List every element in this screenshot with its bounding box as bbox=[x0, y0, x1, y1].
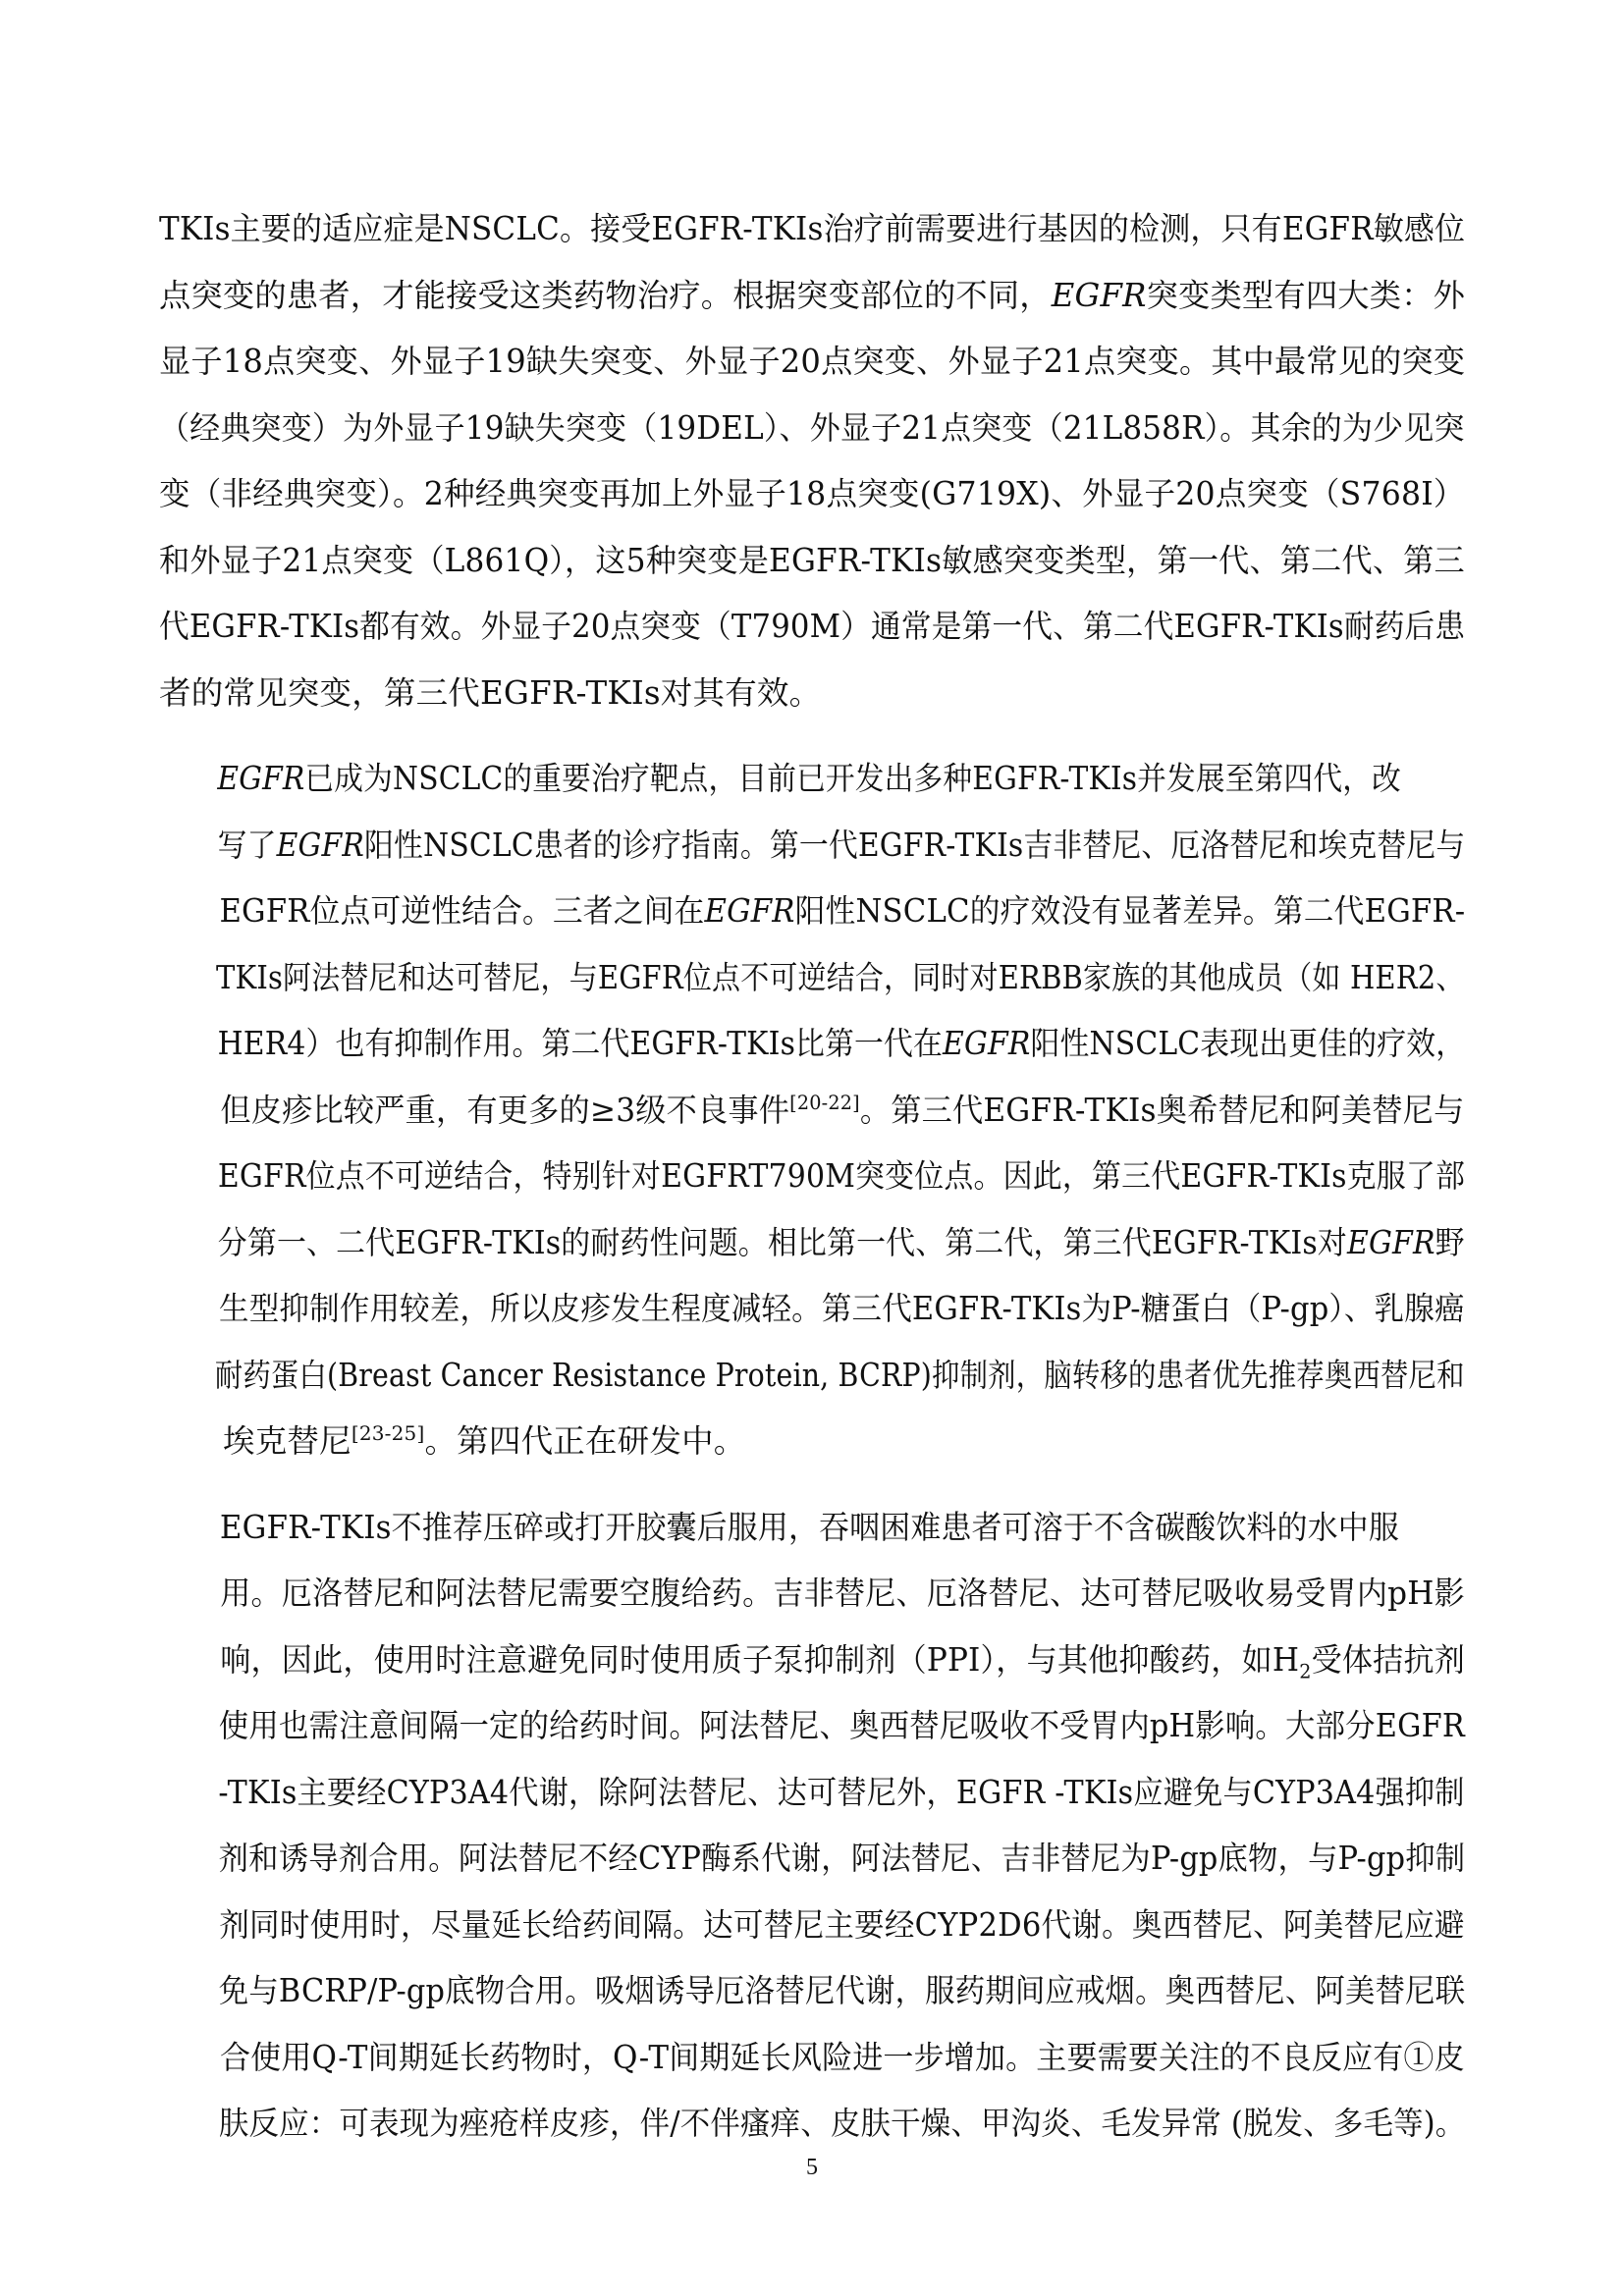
text-run: 和外显子21点突变（L861Q），这5种突变是EGFR-TKIs敏感突变类型，第一代、第二代、第三 bbox=[159, 541, 1465, 579]
text-run: HER4）也有抑制作用。第二代EGFR-TKIs比第一代在 bbox=[217, 1025, 944, 1062]
text-run: 免与BCRP/P-gp底物合用。吸烟诱导厄洛替尼代谢，服药期间应戒烟。奥西替尼、阿美替尼联 bbox=[218, 1972, 1466, 2009]
document-body bbox=[159, 196, 1465, 2158]
citation-superscript: [23-25] bbox=[351, 1421, 425, 1446]
text-run: TKIs阿法替尼和达可替尼，与EGFR位点不可逆结合，同时对ERBB家族的其他成员（如 HER2、 bbox=[215, 958, 1465, 996]
text-run: 阳性NSCLC的疗效没有显著差异。第二代EGFR- bbox=[794, 892, 1466, 930]
paragraph bbox=[159, 1495, 1465, 2158]
text-line bbox=[159, 1561, 1465, 1628]
text-run: 肤反应：可表现为痤疮样皮疹，伴/不伴瘙痒、皮肤干燥、甲沟炎、毛发异常 (脱发、多毛等)。 bbox=[218, 2105, 1466, 2142]
text-run: 响，因此，使用时注意避免同时使用质子泵抑制剂（PPI），与其他抑酸药，如H bbox=[220, 1640, 1300, 1679]
paragraph bbox=[159, 746, 1465, 1475]
text-line bbox=[159, 1011, 1466, 1078]
text-line bbox=[159, 1495, 1401, 1562]
italic-gene-name: EGFR bbox=[704, 892, 795, 930]
page-number: 5 bbox=[806, 2155, 818, 2180]
text-run: 分第一、二代EGFR-TKIs的耐药性问题。相比第一代、第二代，第三代EGFR-TKIs对 bbox=[217, 1223, 1347, 1261]
text-line bbox=[159, 746, 1401, 813]
italic-gene-name: EGFR bbox=[1051, 276, 1147, 314]
text-line bbox=[159, 396, 1465, 462]
text-run: -TKIs主要经CYP3A4代谢，除阿法替尼、达可替尼外，EGFR -TKIs应避免与CYP3A4强抑制 bbox=[218, 1773, 1465, 1811]
text-line bbox=[159, 329, 1466, 396]
text-run: 写了 bbox=[217, 826, 277, 864]
text-line bbox=[159, 813, 1466, 880]
text-line bbox=[159, 945, 1465, 1012]
text-line bbox=[159, 1893, 1465, 1959]
text-line bbox=[159, 879, 1466, 945]
text-run: 合使用Q-T间期延长药物时，Q-T间期延长风险进一步增加。主要需要关注的不良反应有①皮 bbox=[219, 2038, 1465, 2076]
text-line bbox=[159, 1826, 1466, 1893]
text-run: 使用也需注意间隔一定的给药时间。阿法替尼、奥西替尼吸收不受胃内pH影响。大部分EGFR bbox=[218, 1707, 1465, 1744]
text-line bbox=[159, 1276, 1465, 1343]
text-line bbox=[159, 1144, 1466, 1210]
text-run: 剂和诱导剂合用。阿法替尼不经CYP酶系代谢，阿法替尼、吉非替尼为P-gp底物，与P-gp抑制 bbox=[218, 1840, 1466, 1877]
text-line bbox=[159, 2025, 1465, 2092]
text-line bbox=[159, 1409, 1465, 1475]
text-run: 野 bbox=[1435, 1223, 1465, 1261]
text-line bbox=[159, 1343, 1465, 1410]
text-run: 用。厄洛替尼和阿法替尼需要空腹给药。吉非替尼、厄洛替尼、达可替尼吸收易受胃内pH影 bbox=[220, 1575, 1465, 1612]
text-run: 突变类型有四大类：外 bbox=[1146, 276, 1466, 314]
text-run: 但皮疹比较严重，有更多的≥3级不良事件 bbox=[220, 1091, 790, 1129]
text-run: 受体拮抗剂 bbox=[1311, 1640, 1466, 1679]
italic-gene-name: EGFR bbox=[217, 760, 305, 797]
text-line bbox=[159, 461, 1465, 528]
text-run: 已成为NSCLC的重要治疗靶点，目前已开发出多种EGFR-TKIs并发展至第四代，改 bbox=[304, 760, 1401, 797]
text-run: TKIs主要的适应症是NSCLC。接受EGFR-TKIs治疗前需要进行基因的检测，只有EGFR敏感位 bbox=[159, 210, 1466, 247]
text-run: 。第四代正在研发中。 bbox=[424, 1422, 746, 1460]
text-run: 变（非经典突变）。2种经典突变再加上外显子18点突变(G719X)、外显子20点突变（S768I） bbox=[159, 475, 1465, 512]
text-run: （经典突变）为外显子19缺失突变（19DEL）、外显子21点突变（21L858R）。其余的为少见突 bbox=[159, 408, 1465, 447]
text-line bbox=[159, 196, 1466, 263]
text-line bbox=[159, 2091, 1466, 2158]
text-line bbox=[159, 528, 1465, 595]
text-line bbox=[159, 1760, 1465, 1827]
text-run: 阳性NSCLC患者的诊疗指南。第一代EGFR-TKIs吉非替尼、厄洛替尼和埃克替尼与 bbox=[364, 826, 1466, 864]
text-line bbox=[159, 661, 1465, 727]
text-run: 点突变的患者，才能接受这类药物治疗。根据突变部位的不同， bbox=[159, 276, 1052, 314]
citation-superscript: [20-22] bbox=[789, 1090, 860, 1114]
text-run: 。第三代EGFR-TKIs奥希替尼和阿美替尼与 bbox=[859, 1091, 1465, 1129]
text-line bbox=[159, 1210, 1465, 1277]
text-run: 阳性NSCLC表现出更佳的疗效， bbox=[1030, 1025, 1466, 1062]
italic-gene-name: EGFR bbox=[276, 826, 365, 864]
text-line bbox=[159, 263, 1466, 330]
text-run: 显子18点突变、外显子19缺失突变、外显子20点突变、外显子21点突变。其中最常见的突变 bbox=[159, 343, 1466, 380]
paragraph bbox=[159, 196, 1465, 726]
subscript: 2 bbox=[1299, 1659, 1312, 1682]
text-run: 代EGFR-TKIs都有效。外显子20点突变（T790M）通常是第一代、第二代EGFR-TKIs耐药后患 bbox=[159, 608, 1466, 645]
text-run: EGFR位点可逆性结合。三者之间在 bbox=[219, 892, 705, 930]
text-line bbox=[159, 1958, 1466, 2025]
text-line bbox=[159, 1693, 1465, 1760]
text-run: 生型抑制作用较差，所以皮疹发生程度减轻。第三代EGFR-TKIs为P-糖蛋白（P-gp）、乳腺癌 bbox=[219, 1290, 1465, 1327]
text-run: 耐药蛋白(Breast Cancer Resistance Protein, BCRP)抑制剂，脑转移的患者优先推荐奥西替尼和 bbox=[214, 1356, 1465, 1394]
text-line bbox=[159, 1628, 1466, 1694]
text-run: 者的常见突变，第三代EGFR-TKIs对其有效。 bbox=[159, 673, 822, 712]
italic-gene-name: EGFR bbox=[943, 1025, 1031, 1062]
italic-gene-name: EGFR bbox=[1346, 1223, 1435, 1261]
text-line bbox=[159, 1078, 1465, 1145]
text-line bbox=[159, 594, 1466, 661]
text-run: EGFR位点不可逆结合，特别针对EGFRT790M突变位点。因此，第三代EGFR-TKIs克服了部 bbox=[217, 1157, 1466, 1195]
text-run: 剂同时使用时，尽量延长给药间隔。达可替尼主要经CYP2D6代谢。奥西替尼、阿美替尼应避 bbox=[219, 1905, 1465, 1944]
text-run: 埃克替尼 bbox=[223, 1422, 352, 1460]
text-run: EGFR-TKIs不推荐压碎或打开胶囊后服用，吞咽困难患者可溶于不含碳酸饮料的水中服 bbox=[219, 1508, 1400, 1546]
